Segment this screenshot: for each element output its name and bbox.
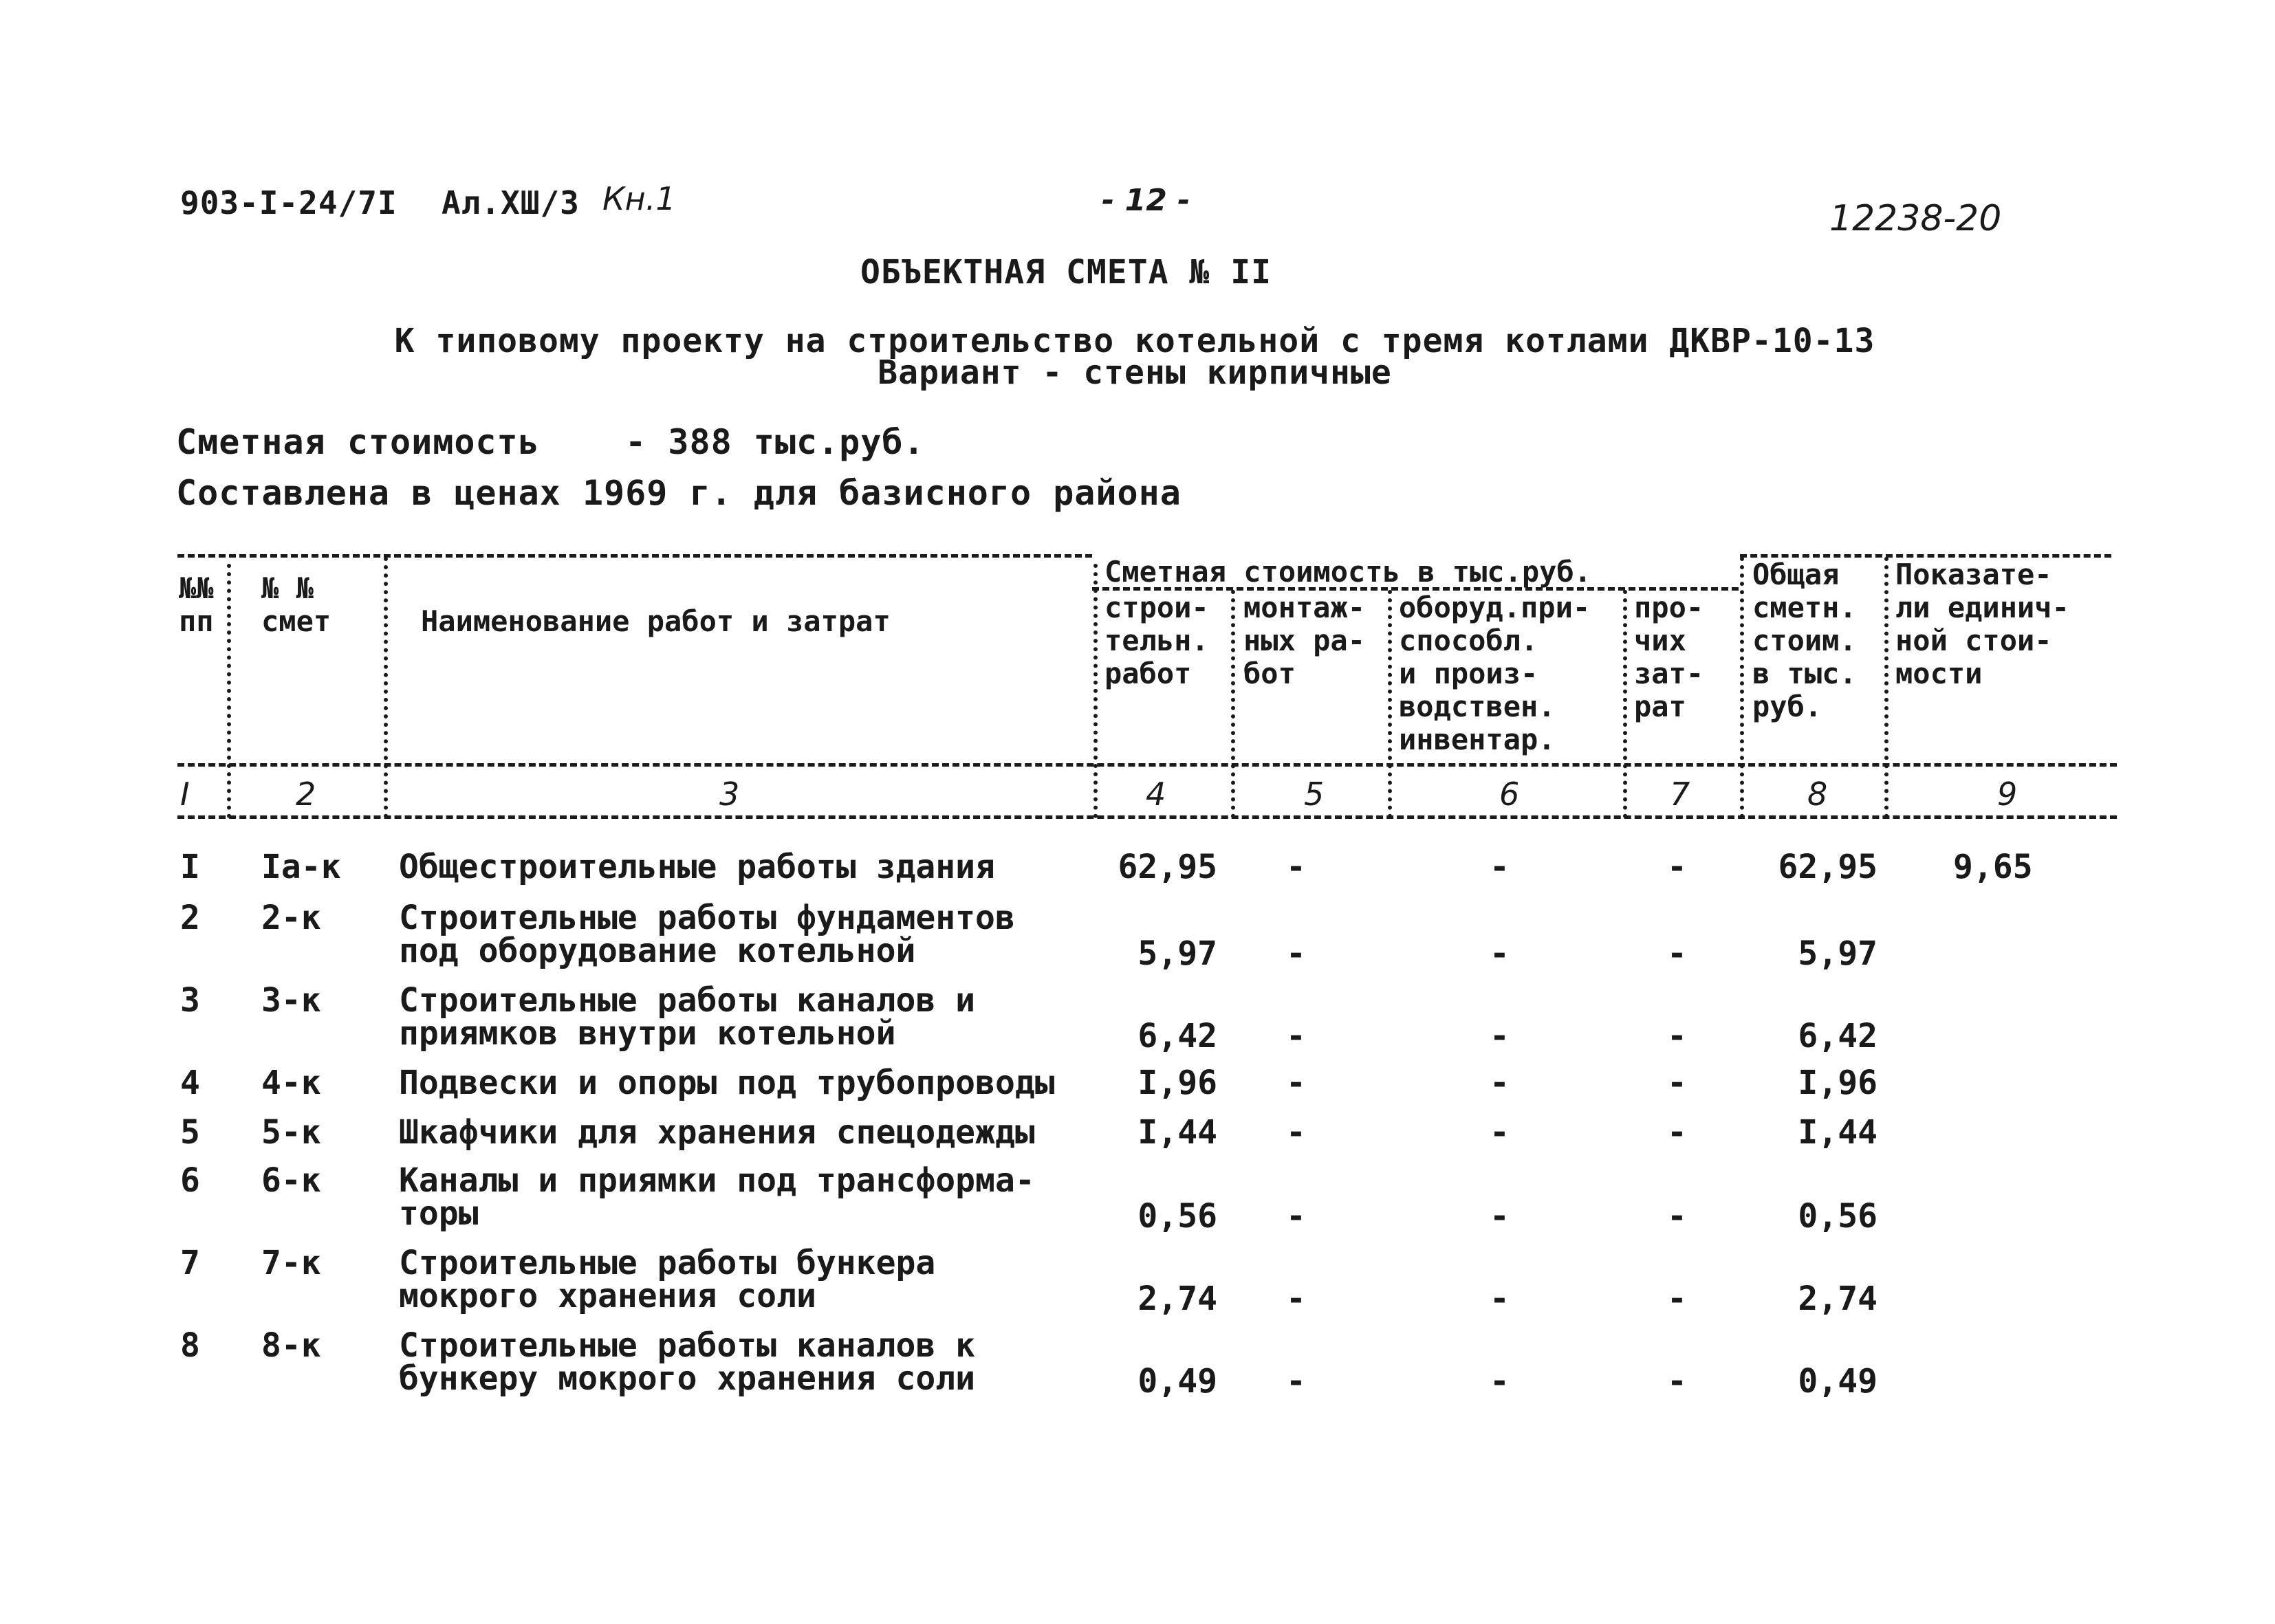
row-other-cost: - [1667,934,1687,973]
header-col5-line2: ных ра- [1243,624,1366,657]
col-number-2: 2 [296,776,316,813]
row-estimate-id: 2-к [261,899,321,937]
header-col4-line2: тельн. [1104,624,1209,657]
subtitle-variant: Вариант - стены кирпичные [878,353,1392,392]
estimated-cost: Сметная стоимость - 388 тыс.руб. [176,422,925,462]
header-col8-line4: в тыс. [1752,657,1857,690]
header-col4-line1: строи- [1104,591,1209,624]
col-sep-4 [1231,590,1235,818]
row-name-line2: торы [399,1194,479,1233]
header-col5-line1: монтаж- [1243,591,1366,624]
col-sep-6 [1623,590,1627,818]
row-number: 8 [180,1326,200,1365]
header-col9-line2: ли единич- [1895,591,2069,624]
header-group-cost: Сметная стоимость в тыс.руб. [1104,555,1592,589]
header-col7-line1: про- [1634,591,1704,624]
row-total-cost: 62,95 [1778,848,1877,886]
col-number-3: 3 [719,776,740,813]
header-col6 [1399,591,1590,756]
row-other-cost: - [1667,1017,1687,1055]
row-name-line1: Строительные работы каналов и [399,981,976,1020]
row-construction-cost: I,96 [1138,1064,1217,1102]
row-name-line2: бункеру мокрого хранения соли [399,1359,976,1398]
row-estimate-id: 4-к [261,1064,321,1102]
row-name-line1: Каналы и приямки под трансформа- [399,1161,1035,1200]
row-other-cost: - [1667,1064,1687,1102]
row-number: 5 [180,1113,200,1152]
row-construction-cost: 6,42 [1138,1017,1217,1055]
header-col8 [1752,558,1857,723]
row-total-cost: I,96 [1798,1064,1877,1102]
row-construction-cost: 5,97 [1138,934,1217,973]
row-construction-cost: I,44 [1138,1113,1217,1152]
row-equipment-cost: - [1490,1362,1510,1401]
header-col5-line3: бот [1243,657,1296,690]
header-col1 [179,572,214,638]
row-installation-cost: - [1286,848,1306,886]
header-col6-line2: способл. [1399,624,1538,657]
row-number: 4 [180,1064,200,1102]
col-number-4: 4 [1146,776,1166,813]
row-total-cost: 2,74 [1798,1280,1877,1318]
row-installation-cost: - [1286,1064,1306,1102]
row-other-cost: - [1667,1197,1687,1236]
row-name-line1: Строительные работы каналов к [399,1326,976,1365]
header-col7-line4: рат [1634,690,1686,723]
col-sep-8 [1884,557,1888,818]
row-total-cost: 6,42 [1798,1017,1877,1055]
header-col8-line2: сметн. [1752,591,1857,624]
row-equipment-cost: - [1490,1197,1510,1236]
col-sep-7 [1740,557,1744,818]
page-number: - 12 - [1102,183,1190,218]
row-estimate-id: 6-к [261,1161,321,1200]
document-title: ОБЪЕКТНАЯ СМЕТА № II [860,253,1272,292]
row-equipment-cost: - [1490,848,1510,886]
col-sep-3 [1093,564,1098,818]
row-construction-cost: 0,56 [1138,1197,1217,1236]
row-name-line2: под оборудование котельной [399,932,916,970]
col-number-8: 8 [1807,776,1828,813]
col-number-6: 6 [1499,776,1520,813]
inventory-number-handwritten: 12238-20 [1829,198,2002,239]
row-name-line1: Подвески и опоры под трубопроводы [399,1064,1055,1102]
row-equipment-cost: - [1490,934,1510,973]
row-number: 7 [180,1244,200,1282]
album-code: Ал.ХШ/3 [442,184,580,221]
header-col4 [1104,591,1209,690]
header-col6-line3: и произ- [1399,657,1538,690]
header-col7 [1634,591,1703,723]
row-installation-cost: - [1286,1113,1306,1152]
row-number: 2 [180,899,200,937]
row-number: I [180,848,200,886]
row-other-cost: - [1667,848,1687,886]
doc-code: 903-I-24/7I [180,184,398,221]
row-installation-cost: - [1286,1280,1306,1318]
col-number-rule [177,815,2117,819]
row-unit-indicator: 9,65 [1953,848,2033,886]
header-col5 [1243,591,1365,690]
header-col2-line1: № № [261,571,314,605]
col-sep-5 [1388,590,1392,818]
header-col6-line4: водствен. [1399,690,1556,723]
row-construction-cost: 2,74 [1138,1280,1217,1318]
row-name-line2: приямков внутри котельной [399,1014,896,1053]
row-total-cost: I,44 [1798,1113,1877,1152]
row-total-cost: 0,56 [1798,1197,1877,1236]
col-number-9: 9 [1997,776,2018,813]
row-name-line1: Общестроительные работы здания [399,848,995,886]
header-bottom-rule [177,763,2117,767]
header-col8-line1: Общая [1752,558,1840,591]
row-installation-cost: - [1286,934,1306,973]
row-estimate-id: 7-к [261,1244,321,1282]
row-equipment-cost: - [1490,1017,1510,1055]
row-other-cost: - [1667,1280,1687,1318]
col-number-5: 5 [1304,776,1325,813]
row-name-line1: Строительные работы фундаментов [399,899,1015,937]
row-construction-cost: 62,95 [1118,848,1217,886]
header-col9-line1: Показате- [1895,558,2052,591]
row-estimate-id: 5-к [261,1113,321,1152]
header-col9-line4: мости [1895,657,1983,690]
row-estimate-id: 3-к [261,981,321,1020]
row-name-line2: мокрого хранения соли [399,1277,816,1315]
header-col2 [261,572,331,638]
header-col6-line5: инвентар. [1399,723,1556,756]
header-col9-line3: ной стои- [1895,624,2052,657]
row-total-cost: 5,97 [1798,934,1877,973]
row-other-cost: - [1667,1362,1687,1401]
row-other-cost: - [1667,1113,1687,1152]
header-col7-line3: зат- [1634,657,1704,690]
header-col4-line3: работ [1104,657,1192,690]
row-equipment-cost: - [1490,1280,1510,1318]
row-name-line1: Строительные работы бункера [399,1244,936,1282]
header-col1-line1: №№ [179,571,214,605]
row-installation-cost: - [1286,1362,1306,1401]
book-handwritten: Кн.1 [602,180,676,217]
header-col3: Наименование работ и затрат [421,604,891,638]
row-construction-cost: 0,49 [1138,1362,1217,1401]
row-estimate-id: Iа-к [261,848,341,886]
header-col9 [1895,558,2069,690]
row-estimate-id: 8-к [261,1326,321,1365]
row-number: 6 [180,1161,200,1200]
col-sep-2 [384,557,388,818]
row-installation-cost: - [1286,1017,1306,1055]
header-col1-line2: пп [179,604,214,638]
row-total-cost: 0,49 [1798,1362,1877,1401]
header-col7-line2: чих [1634,624,1686,657]
header-col8-line3: стоим. [1752,624,1857,657]
price-basis: Составлена в ценах 1969 г. для базисного района [176,473,1182,513]
col-sep-1 [227,564,231,818]
row-equipment-cost: - [1490,1064,1510,1102]
row-installation-cost: - [1286,1197,1306,1236]
row-number: 3 [180,981,200,1020]
header-col6-line1: оборуд.при- [1399,591,1591,624]
row-equipment-cost: - [1490,1113,1510,1152]
row-name-line1: Шкафчики для хранения спецодежды [399,1113,1035,1152]
col-number-1: I [180,776,190,813]
table-top-rule [177,554,1092,558]
subtitle-project: К типовому проекту на строительство котельной с тремя котлами ДКВР-10-13 [394,322,1875,360]
header-col8-line5: руб. [1752,690,1822,723]
col-number-7: 7 [1670,776,1690,813]
header-col2-line2: смет [261,604,331,638]
